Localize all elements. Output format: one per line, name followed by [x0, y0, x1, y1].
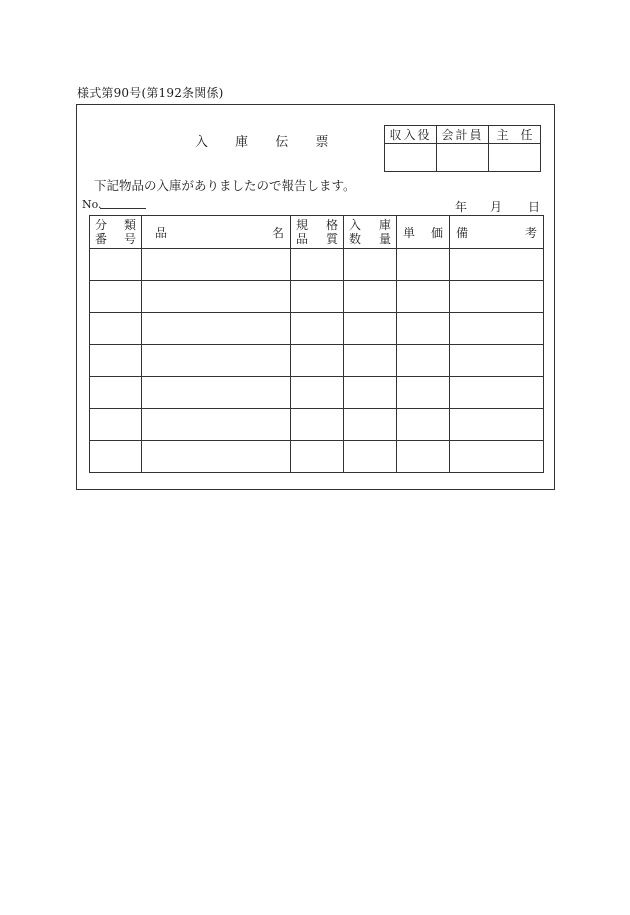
table-cell[interactable]	[344, 249, 397, 281]
table-row	[90, 409, 544, 441]
table-cell[interactable]	[450, 281, 544, 313]
table-cell[interactable]	[291, 249, 344, 281]
table-cell[interactable]	[291, 409, 344, 441]
header-received-quantity: 入 庫 数 量	[344, 216, 397, 249]
title-char: 伝	[275, 135, 289, 150]
report-notice: 下記物品の入庫がありましたので報告します。	[94, 178, 356, 193]
table-cell[interactable]	[90, 313, 142, 345]
table-cell[interactable]	[344, 441, 397, 473]
table-cell[interactable]	[142, 313, 291, 345]
table-cell[interactable]	[90, 249, 142, 281]
items-table	[89, 215, 544, 473]
approval-stamp-cell[interactable]	[489, 144, 541, 172]
table-cell[interactable]	[450, 249, 544, 281]
table-cell[interactable]	[291, 441, 344, 473]
approval-header-chief: 主 任	[489, 126, 541, 144]
table-cell[interactable]	[142, 249, 291, 281]
title-char: 庫	[235, 135, 249, 150]
table-cell[interactable]	[450, 441, 544, 473]
table-row	[90, 313, 544, 345]
approval-stamp-table	[384, 125, 541, 172]
table-row	[90, 441, 544, 473]
date-year-label: 年	[455, 200, 468, 214]
table-row	[90, 345, 544, 377]
table-cell[interactable]	[142, 377, 291, 409]
number-label: No.	[82, 198, 102, 211]
header-category-number: 分 類 番 号	[90, 216, 142, 249]
approval-header-accountant: 会計員	[437, 126, 489, 144]
table-row	[90, 377, 544, 409]
table-cell[interactable]	[397, 281, 450, 313]
header-unit-price: 単 価	[397, 216, 450, 249]
table-cell[interactable]	[90, 345, 142, 377]
header-item-name: 品 名	[142, 216, 291, 249]
table-cell[interactable]	[450, 409, 544, 441]
table-row	[90, 281, 544, 313]
table-row	[90, 249, 544, 281]
table-cell[interactable]	[397, 313, 450, 345]
table-cell[interactable]	[291, 313, 344, 345]
table-cell[interactable]	[397, 409, 450, 441]
table-cell[interactable]	[90, 281, 142, 313]
table-cell[interactable]	[397, 249, 450, 281]
form-number-label: 様式第90号(第192条関係)	[77, 86, 224, 100]
table-cell[interactable]	[397, 441, 450, 473]
table-cell[interactable]	[90, 441, 142, 473]
approval-header-treasurer: 収入役	[385, 126, 437, 144]
header-remarks: 備 考	[450, 216, 544, 249]
table-cell[interactable]	[450, 345, 544, 377]
table-cell[interactable]	[344, 313, 397, 345]
table-cell[interactable]	[450, 377, 544, 409]
table-cell[interactable]	[142, 409, 291, 441]
table-cell[interactable]	[142, 345, 291, 377]
table-cell[interactable]	[397, 345, 450, 377]
approval-stamp-cell[interactable]	[437, 144, 489, 172]
table-cell[interactable]	[344, 345, 397, 377]
table-cell[interactable]	[291, 345, 344, 377]
slip-title	[195, 131, 328, 150]
table-cell[interactable]	[344, 281, 397, 313]
table-cell[interactable]	[397, 377, 450, 409]
title-char: 入	[195, 135, 209, 150]
number-input-line[interactable]	[100, 208, 146, 209]
title-char: 票	[315, 135, 329, 150]
table-cell[interactable]	[344, 377, 397, 409]
date-month-label: 月	[490, 200, 503, 214]
header-spec-quality: 規 格 品 質	[291, 216, 344, 249]
table-cell[interactable]	[142, 281, 291, 313]
approval-stamp-cell[interactable]	[385, 144, 437, 172]
table-cell[interactable]	[450, 313, 544, 345]
table-cell[interactable]	[90, 377, 142, 409]
table-cell[interactable]	[344, 409, 397, 441]
table-cell[interactable]	[90, 409, 142, 441]
table-cell[interactable]	[291, 281, 344, 313]
date-day-label: 日	[528, 200, 541, 214]
table-cell[interactable]	[291, 377, 344, 409]
table-cell[interactable]	[142, 441, 291, 473]
